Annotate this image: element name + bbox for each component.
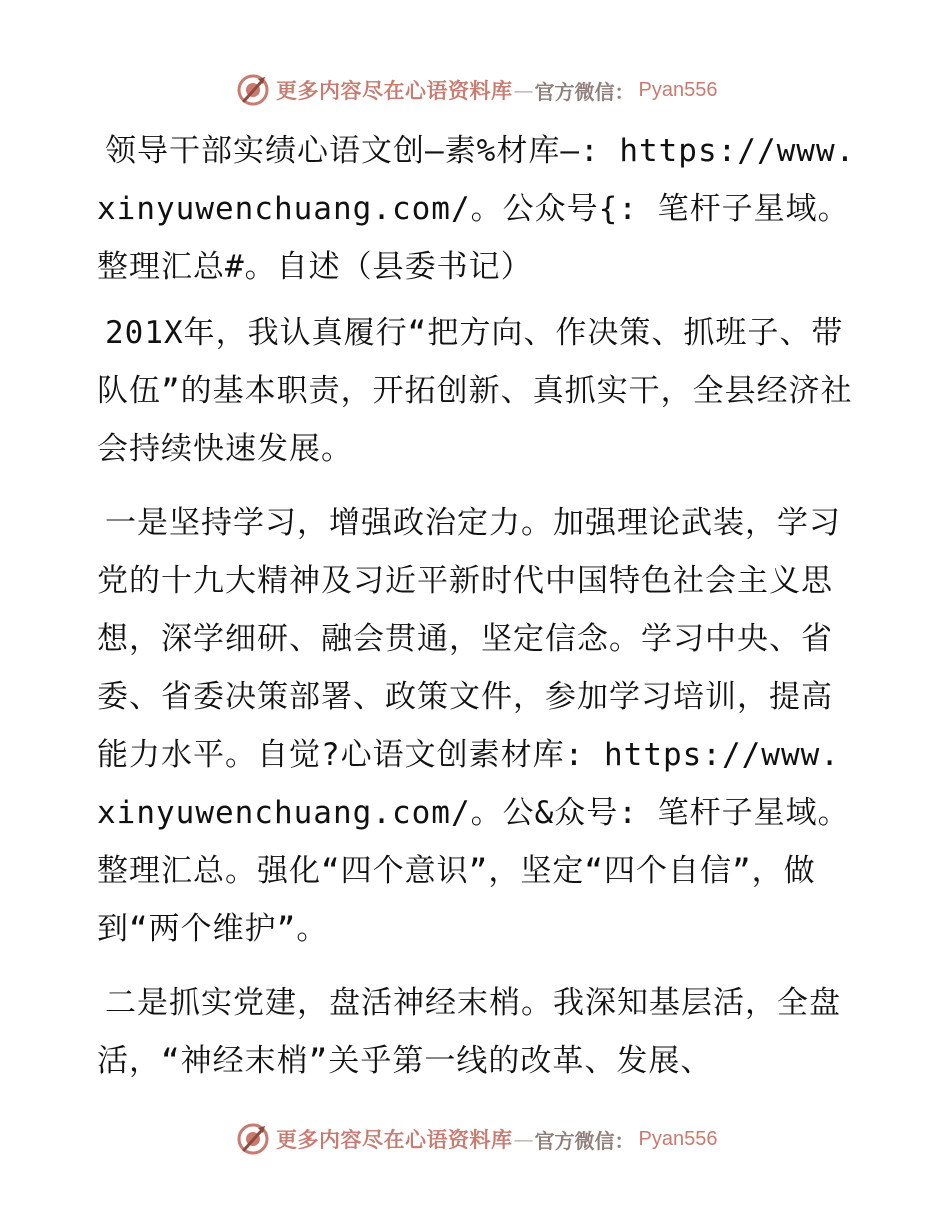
- paragraph-point-two: 二是抓实党建，盘活神经末梢。我深知基层活，全盘活，“神经末梢”关乎第一线的改革、发展、: [97, 985, 841, 1079]
- paragraph-title: 领导干部实绩心语文创—素%材库—: https://www.xinyuwenchuang.com/。公众号{: 笔杆子星域。整理汇总#。自述（县委书记）: [97, 133, 856, 285]
- header-watermark: [236, 73, 717, 107]
- watermark-wechat-id: Pyan556: [638, 1127, 718, 1150]
- watermark-main-text: 更多内容尽在心语资料库: [276, 78, 513, 103]
- paragraph-point-one: 一是坚持学习，增强政治定力。加强理论武装，学习党的十九大精神及习近平新时代中国特色社会主义思想，深学细研、融会贯通，坚定信念。学习中央、省委、省委决策部署、政策文件，参加学习培训，提高能力水平。自觉?心语文创素材库: https://www.xinyuwenchuang.com/。公&众号: 笔杆子星域。整理汇总。强化“四个意识”，坚定“四个自信”，做到“两个维护”。: [97, 505, 850, 947]
- paragraph-intro: 201X年，我认真履行“把方向、作决策、抓班子、带队伍”的基本职责，开拓创新、真抓实干，全县经济社会持续快速发展。: [97, 315, 853, 467]
- document-body: [97, 122, 857, 1106]
- watermark-separator: —: [513, 78, 534, 102]
- pen-logo-icon: [236, 73, 270, 107]
- watermark-wechat-id: Pyan556: [638, 78, 718, 101]
- watermark-wechat-label: 官方微信：: [534, 79, 635, 104]
- watermark-main-text: 更多内容尽在心语资料库: [276, 1127, 513, 1152]
- watermark-wechat-label: 官方微信：: [534, 1128, 635, 1153]
- pen-logo-icon: [236, 1122, 270, 1156]
- footer-watermark: [236, 1122, 717, 1156]
- watermark-separator: —: [513, 1127, 534, 1151]
